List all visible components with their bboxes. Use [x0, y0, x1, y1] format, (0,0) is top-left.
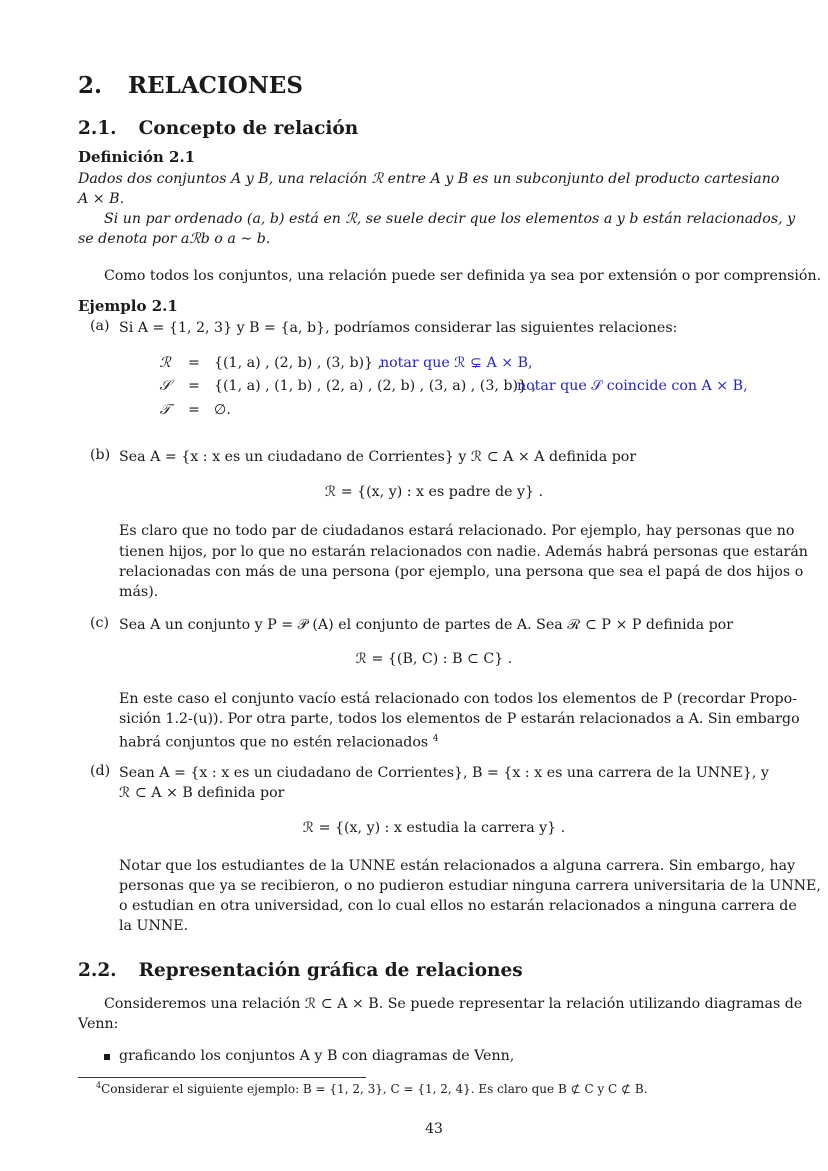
section-title: Concepto de relación	[138, 118, 359, 139]
item-b-para-line: Es claro que no todo par de ciudadanos estará relacionado. Por ejemplo, hay personas que no	[119, 523, 795, 539]
eq-rhs: ∅.	[214, 402, 231, 418]
item-b-para-line: más).	[119, 584, 159, 600]
page-number: 43	[425, 1121, 443, 1137]
definition-line-4: se denota por aℛb o a ∼ b.	[78, 231, 271, 247]
eq-lhs: 𝒮	[159, 378, 171, 394]
chapter-number: 2.	[78, 72, 103, 99]
example-label: Ejemplo 2.1	[78, 297, 178, 315]
eq-note: notar que ℛ ⊊ A × B,	[380, 355, 533, 371]
item-a-text: Si A = {1, 2, 3} y B = {a, b}, podríamos considerar las siguientes relaciones:	[119, 320, 678, 336]
item-b-para-line: tienen hijos, por lo que no estarán relacionados con nadie. Además habrá personas que estarán	[119, 544, 808, 560]
item-b-text: Sea A = {x : x es un ciudadano de Corrientes} y ℛ ⊂ A × A definida por	[119, 449, 637, 465]
equation-row-s	[0, 378, 828, 399]
item-c-text: Sea A un conjunto y P = 𝒫 (A) el conjunto de partes de A. Sea ℛ ⊂ P × P definida por	[119, 617, 733, 633]
equation-b: ℛ = {(x, y) : x es padre de y} .	[324, 484, 544, 500]
item-c-para-line	[119, 729, 438, 754]
section-number: 2.1.	[78, 118, 117, 139]
item-d-para-line: Notar que los estudiantes de la UNNE están relacionados a alguna carrera. Sin embargo, hay	[119, 858, 796, 874]
footnote-mark: 4	[96, 1081, 102, 1090]
equation-row-t	[0, 402, 828, 423]
eq-lhs: ℛ	[159, 355, 171, 371]
eq-note: notar que 𝒮 coincide con A × B,	[517, 378, 748, 394]
footnote-text: Considerar el siguiente ejemplo: B = {1, 2, 3}, C = {1, 2, 4}. Es claro que B ⊄ C y C ⊄ B.	[101, 1082, 648, 1096]
chapter-title: RELACIONES	[128, 72, 303, 99]
eq-rhs: {(1, a) , (1, b) , (2, a) , (2, b) , (3, a) , (3, b)} ,	[214, 378, 537, 394]
item-marker-a: (a)	[90, 318, 110, 334]
footnote-ref[interactable]: 4	[432, 734, 439, 744]
item-marker-d: (d)	[90, 763, 111, 779]
item-d-para-line: personas que ya se recibieron, o no pudieron estudiar ninguna carrera universitaria de la UNNE,	[119, 878, 821, 894]
chapter-heading	[78, 72, 303, 99]
item-d-line-2: ℛ ⊂ A × B definida por	[119, 785, 285, 801]
eq-lhs: 𝒯	[159, 402, 171, 418]
item-c-para-line: sición 1.2-(u)). Por otra parte, todos los elementos de P estarán relacionados a A. Sin embargo	[119, 711, 800, 727]
item-c-para-line: En este caso el conjunto vacío está relacionado con todos los elementos de P (recordar Propo-	[119, 691, 797, 707]
footnote	[96, 1081, 648, 1096]
item-d-line-1: Sean A = {x : x es un ciudadano de Corrientes}, B = {x : x es una carrera de la UNNE}, y	[119, 765, 769, 781]
definition-line-1: Dados dos conjuntos A y B, una relación ℛ entre A y B es un subconjunto del producto cartesiano	[78, 171, 780, 187]
item-d-para-line: la UNNE.	[119, 918, 189, 934]
section-heading-2-1	[78, 118, 358, 139]
eq-rhs: {(1, a) , (2, b) , (3, b)} ,	[214, 355, 383, 371]
definition-line-2: A × B.	[78, 191, 125, 207]
section-heading-2-2	[78, 960, 523, 981]
item-d-para-line: o estudian en otra universidad, con lo cual ellos no estarán relacionados a ninguna carrera de	[119, 898, 797, 914]
equation-c: ℛ = {(B, C) : B ⊂ C} .	[355, 651, 513, 667]
item-c-para-text: habrá conjuntos que no estén relacionados	[119, 734, 429, 751]
section-2-2-line-2: Venn:	[78, 1016, 119, 1032]
equation-row-r	[0, 355, 828, 376]
definition-label: Definición 2.1	[78, 148, 196, 166]
eq-op: =	[188, 355, 200, 371]
bullet-marker	[104, 1054, 110, 1060]
footnote-rule	[78, 1077, 366, 1078]
section-number: 2.2.	[78, 960, 117, 981]
eq-op: =	[188, 378, 200, 394]
section-title: Representación gráfica de relaciones	[138, 960, 523, 981]
item-marker-c: (c)	[90, 615, 110, 631]
bullet-item: graficando los conjuntos A y B con diagramas de Venn,	[119, 1048, 515, 1064]
section-2-2-line-1: Consideremos una relación ℛ ⊂ A × B. Se puede representar la relación utilizando diagramas de	[104, 996, 803, 1012]
item-marker-b: (b)	[90, 447, 111, 463]
eq-op: =	[188, 402, 200, 418]
item-b-para-line: relacionadas con más de una persona (por ejemplo, una persona que sea el papá de dos hijos o	[119, 564, 804, 580]
equation-d: ℛ = {(x, y) : x estudia la carrera y} .	[302, 820, 566, 836]
intro-paragraph: Como todos los conjuntos, una relación puede ser definida ya sea por extensión o por comprensión.	[104, 268, 822, 284]
definition-line-3: Si un par ordenado (a, b) está en ℛ, se suele decir que los elementos a y b están relacionados, y	[104, 211, 796, 227]
